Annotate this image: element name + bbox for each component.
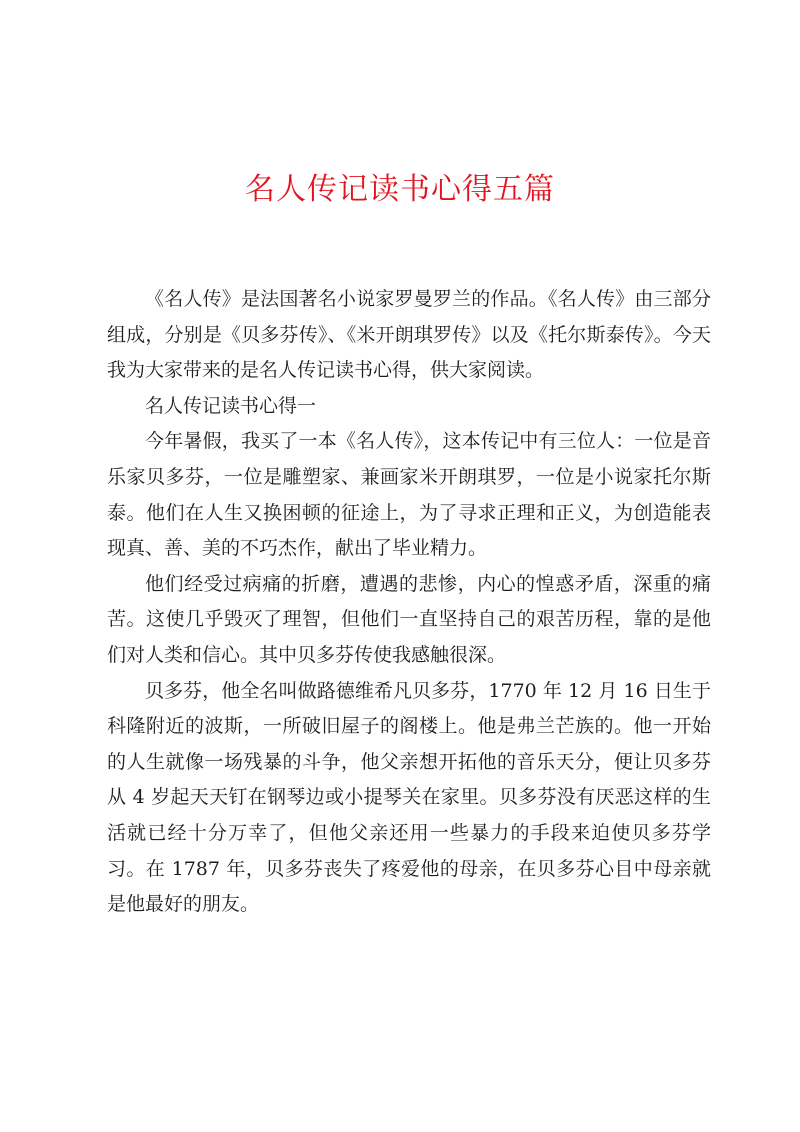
document-title: 名人传记读书心得五篇 [245, 172, 555, 207]
body-paragraph: 贝多芬，他全名叫做路德维希凡贝多芬，1770 年 12 月 16 日生于科隆附近的波斯，一所破旧屋子的阁楼上。他是弗兰芒族的。他一开始的人生就像一场残暴的斗争，他父亲想开拓他的音乐天分，便让贝多芬从 4 岁起天天钉在钢琴边或小提琴关在家里。贝多芬没有厌恶这样的生活就已经十分万幸了，但他父亲还用一些暴力的手段来迫使贝多芬学习。在 1787 年，贝多芬丧失了疼爱他的母亲，在贝多芬心目中母亲就是他最好的朋友。 [107, 679, 711, 916]
body-paragraph: 他们经受过病痛的折磨，遭遇的悲惨，内心的惶惑矛盾，深重的痛苦。这使几乎毁灭了理智，但他们一直坚持自己的艰苦历程，靠的是他们对人类和信心。其中贝多芬传使我感触很深。 [107, 572, 711, 666]
document-body [107, 282, 711, 923]
section-heading-one: 名人传记读书心得一 [145, 394, 317, 417]
intro-paragraph: 《名人传》是法国著名小说家罗曼罗兰的作品。《名人传》由三部分组成，分别是《贝多芬传》、《米开朗琪罗传》以及《托尔斯泰传》。今天我为大家带来的是名人传记读书心得，供大家阅读。 [107, 288, 711, 382]
body-paragraph: 今年暑假，我买了一本《名人传》，这本传记中有三位人：一位是音乐家贝多芬，一位是雕塑家、兼画家米开朗琪罗，一位是小说家托尔斯泰。他们在人生又换困顿的征途上，为了寻求正理和正义，为创造能表现真、善、美的不巧杰作，献出了毕业精力。 [107, 430, 711, 560]
